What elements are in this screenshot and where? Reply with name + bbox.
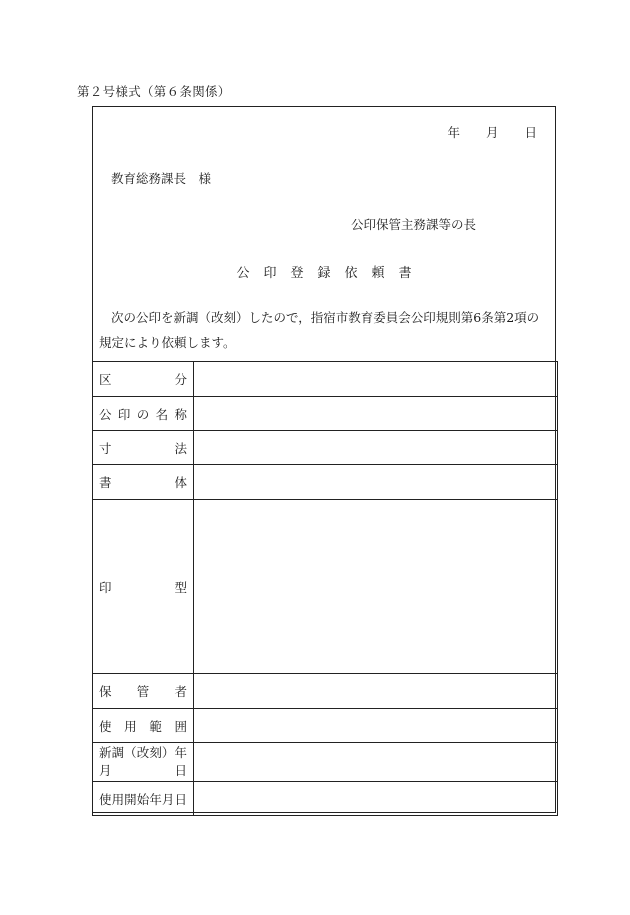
field-label-text: 保 管 者: [99, 684, 187, 699]
field-label-text: 使 用 開 始 年 月 日: [99, 791, 187, 807]
sender: 公印保管主務課等の長: [351, 217, 477, 232]
field-value-seal-impression[interactable]: [194, 500, 558, 674]
field-row-start-date: [93, 782, 558, 816]
field-value-custodian[interactable]: [194, 674, 558, 709]
field-row-typeface: [93, 465, 558, 500]
field-value-new-date[interactable]: [194, 743, 558, 782]
field-label-text: 使 用 範 囲: [99, 718, 187, 734]
field-label-start-date: [93, 782, 194, 816]
date-line: [447, 123, 537, 141]
field-label-usage-scope: [93, 709, 194, 743]
date-day-label: 日: [524, 125, 537, 140]
field-label-text: 書 体: [99, 475, 187, 490]
field-label-text: 寸 法: [99, 440, 187, 456]
field-label-line2: 月 日: [99, 763, 187, 778]
field-label-seal-impression: [93, 500, 194, 674]
request-body-text: 次の公印を新調（改刻）したので，指宿市教育委員会公印規則第6条第2項の規定により依頼します。: [99, 310, 540, 350]
field-row-seal-impression: [93, 500, 558, 674]
date-month-label: 月: [485, 125, 499, 140]
field-label-seal-name: [93, 397, 194, 431]
field-row-custodian: [93, 674, 558, 709]
field-label-new-date: [93, 743, 194, 782]
field-label-text: 区 分: [99, 372, 187, 387]
field-row-usage-scope: [93, 709, 558, 743]
date-year-label: 年: [447, 125, 460, 140]
field-label-text: [99, 744, 187, 780]
field-label-text: 公 印 の 名 称: [99, 406, 187, 422]
field-value-start-date[interactable]: [194, 782, 558, 816]
form-number: 第２号様式（第６条関係）: [77, 84, 231, 99]
field-value-dimensions[interactable]: [194, 431, 558, 465]
field-label-dimensions: [93, 431, 194, 465]
field-row-seal-name: [93, 397, 558, 431]
field-label-typeface: [93, 465, 194, 500]
field-row-dimensions: [93, 431, 558, 465]
field-label-text: 印 型: [99, 579, 187, 595]
field-label-line1: 新 調 （ 改 刻 ） 年: [99, 745, 187, 760]
field-value-typeface[interactable]: [194, 465, 558, 500]
field-label-category: [93, 362, 194, 397]
addressee: 教育総務課長 様: [111, 171, 212, 186]
field-value-usage-scope[interactable]: [194, 709, 558, 743]
field-value-category[interactable]: [194, 362, 558, 397]
field-row-new-date: [93, 743, 558, 782]
field-value-seal-name[interactable]: [194, 397, 558, 431]
field-row-category: [93, 362, 558, 397]
registration-fields-table: [92, 361, 558, 816]
document-title: 公印登録依頼書: [236, 266, 426, 281]
form-frame: [92, 106, 556, 813]
field-label-custodian: [93, 674, 194, 709]
